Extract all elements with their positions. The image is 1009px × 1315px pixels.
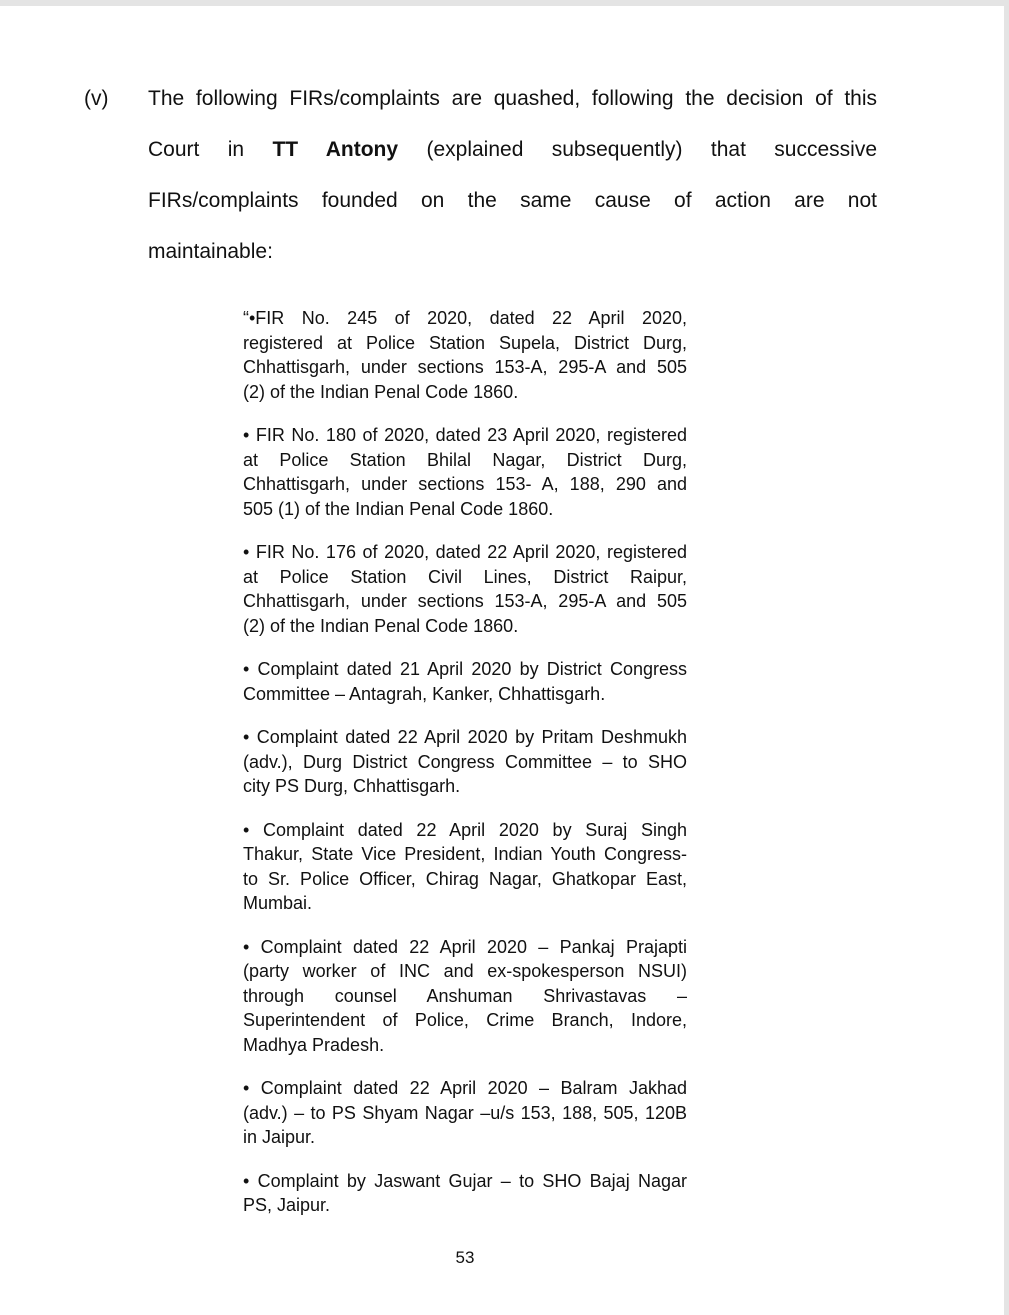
list-item-line: Chhattisgarh, under sections 153-A, 295-A and 505	[243, 591, 687, 611]
paragraph-line: FIRs/complaints founded on the same cause of action are not	[148, 189, 877, 212]
list-item	[243, 306, 687, 404]
list-item-line: (2) of the Indian Penal Code 1860.	[243, 615, 519, 636]
list-item-line: (adv.) – to PS Shyam Nagar –u/s 153, 188, 505, 120B	[243, 1102, 687, 1123]
paragraph-line: maintainable:	[148, 240, 273, 263]
list-item-line: at Police Station Bhilal Nagar, District Durg,	[243, 449, 687, 470]
list-item-line: in Jaipur.	[243, 1127, 316, 1147]
document-page	[0, 6, 1004, 1315]
list-item-line: through counsel Anshuman Shrivastavas –	[243, 985, 687, 1006]
list-item-line: • Complaint dated 22 April 2020 by Suraj Singh	[243, 819, 687, 840]
list-item-line: • Complaint by Jaswant Gujar – to SHO Bajaj Nagar	[243, 1170, 687, 1191]
paragraph-line-with-case-name	[148, 137, 877, 163]
list-item	[243, 657, 687, 706]
paragraph-text: (explained subsequently) that successive	[426, 138, 878, 161]
list-item	[243, 725, 687, 799]
list-item-line: Chhattisgarh, under sections 153- A, 188, 290 and	[243, 474, 687, 494]
list-item	[243, 818, 687, 916]
case-name: TT Antony	[272, 138, 399, 161]
list-item-line: Chhattisgarh, under sections 153-A, 295-A and 505	[243, 357, 687, 377]
list-item-line: (adv.), Durg District Congress Committee – to SHO	[243, 751, 687, 772]
list-item	[243, 423, 687, 521]
list-item-line: (party worker of INC and ex-spokesperson NSUI)	[243, 961, 687, 981]
quoted-fir-list	[243, 306, 687, 1237]
list-item	[243, 540, 687, 638]
list-item	[243, 1076, 687, 1150]
list-item-line: Committee – Antagrah, Kanker, Chhattisgarh.	[243, 683, 606, 704]
list-item-line: • FIR No. 180 of 2020, dated 23 April 2020, registered	[243, 425, 687, 445]
list-item-line: “•FIR No. 245 of 2020, dated 22 April 2020,	[243, 308, 687, 328]
list-item-line: • Complaint dated 22 April 2020 – Pankaj Prajapti	[243, 936, 687, 957]
main-paragraph	[148, 86, 877, 290]
list-item-line: registered at Police Station Supela, District Durg,	[243, 332, 687, 353]
list-item-line: Thakur, State Vice President, Indian Youth Congress-	[243, 844, 687, 864]
paragraph-marker: (v)	[84, 87, 109, 110]
list-item-line: to Sr. Police Officer, Chirag Nagar, Ghatkopar East,	[243, 868, 687, 889]
list-item-line: • FIR No. 176 of 2020, dated 22 April 2020, registered	[243, 542, 687, 562]
list-item	[243, 1169, 687, 1218]
list-item-line: • Complaint dated 22 April 2020 – Balram Jakhad	[243, 1078, 687, 1098]
paragraph-text: Court in	[148, 138, 245, 161]
page-number: 53	[455, 1248, 475, 1267]
list-item-line: PS, Jaipur.	[243, 1195, 331, 1215]
list-item-line: • Complaint dated 22 April 2020 by Pritam Deshmukh	[243, 727, 687, 747]
paragraph-line: The following FIRs/complaints are quashed, following the decision of this	[148, 87, 877, 110]
list-item-line: (2) of the Indian Penal Code 1860.	[243, 381, 519, 402]
list-item-line: 505 (1) of the Indian Penal Code 1860.	[243, 498, 554, 519]
list-item-line: city PS Durg, Chhattisgarh.	[243, 776, 461, 796]
list-item-line: Mumbai.	[243, 893, 313, 913]
list-item-line: at Police Station Civil Lines, District Raipur,	[243, 566, 687, 587]
list-item-line: Madhya Pradesh.	[243, 1034, 385, 1055]
list-item	[243, 935, 687, 1058]
list-item-line: • Complaint dated 21 April 2020 by District Congress	[243, 659, 687, 679]
list-item-line: Superintendent of Police, Crime Branch, Indore,	[243, 1010, 687, 1030]
